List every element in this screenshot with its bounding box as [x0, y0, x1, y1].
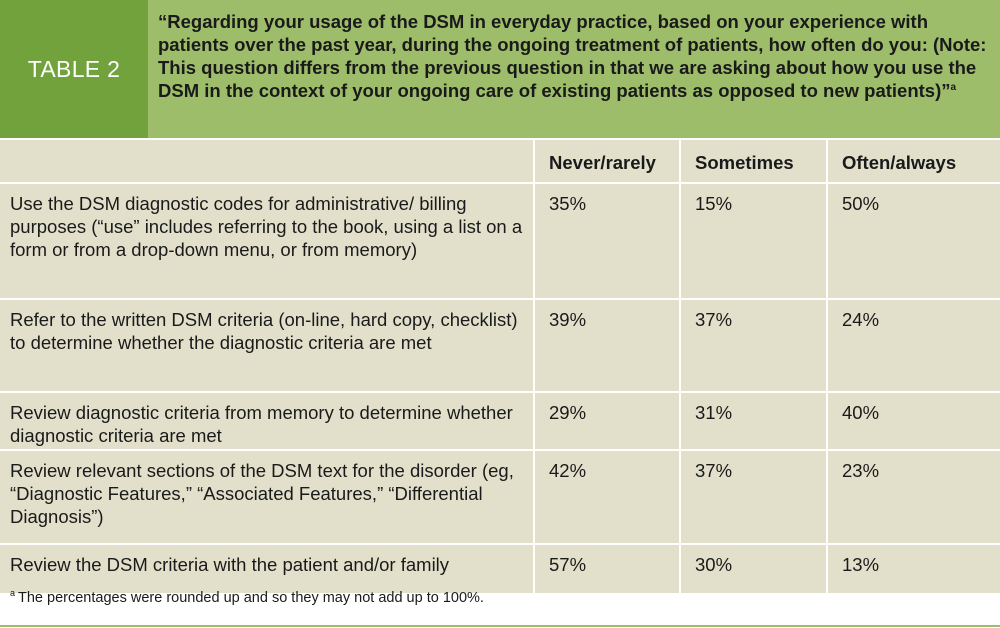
table-header — [0, 0, 1000, 138]
never-rarely-value: 42% — [534, 450, 680, 544]
footnote-marker: a — [10, 588, 16, 599]
never-rarely-value: 35% — [534, 183, 680, 299]
often-always-value: 24% — [827, 299, 1000, 392]
sometimes-value: 37% — [680, 299, 827, 392]
often-always-value: 23% — [827, 450, 1000, 544]
table-label: TABLE 2 — [27, 55, 121, 82]
column-header-often-always: Often/always — [827, 139, 1000, 183]
survey-table — [0, 138, 1000, 595]
sometimes-value: 15% — [680, 183, 827, 299]
footnote — [10, 590, 484, 606]
often-always-value: 13% — [827, 544, 1000, 594]
row-item: Review the DSM criteria with the patient and/or family — [0, 544, 534, 594]
question-footnote-marker: a — [950, 81, 957, 93]
row-item: Review relevant sections of the DSM text for the disorder (eg, “Diagnostic Features,” “Associated Features,” “Differential Diagnosis”) — [0, 450, 534, 544]
table-row — [0, 544, 1000, 594]
bottom-divider — [0, 625, 1000, 627]
question-text: “Regarding your usage of the DSM in everyday practice, based on your experience with patients over the past year, during the ongoing treatment of patients, how often do you: (Note: This question differs from the previous question in that we are asking about how you use the DSM in the context of your ongoing care of existing patients as opposed to new patients)”$^a$ — [158, 11, 987, 101]
table-row — [0, 183, 1000, 299]
column-header-never-rarely: Never/rarely — [534, 139, 680, 183]
often-always-value: 40% — [827, 392, 1000, 450]
sometimes-value: 31% — [680, 392, 827, 450]
never-rarely-value: 57% — [534, 544, 680, 594]
sometimes-value: 30% — [680, 544, 827, 594]
column-header-sometimes: Sometimes — [680, 139, 827, 183]
table-row — [0, 299, 1000, 392]
often-always-value: 50% — [827, 183, 1000, 299]
table-label-box — [0, 0, 148, 138]
table-row — [0, 392, 1000, 450]
table-row — [0, 450, 1000, 544]
column-header-row — [0, 139, 1000, 183]
sometimes-value: 37% — [680, 450, 827, 544]
never-rarely-value: 39% — [534, 299, 680, 392]
row-item: Review diagnostic criteria from memory to determine whether diagnostic criteria are met — [0, 392, 534, 450]
column-header-item — [0, 139, 534, 183]
footnote-text: The percentages were rounded up and so they may not add up to 100%. — [18, 590, 484, 606]
never-rarely-value: 29% — [534, 392, 680, 450]
row-item: Refer to the written DSM criteria (on-line, hard copy, checklist) to determine whether the diagnostic criteria are met — [0, 299, 534, 392]
question-box — [148, 0, 1000, 138]
row-item: Use the DSM diagnostic codes for administrative/ billing purposes (“use” includes referring to the book, using a list on a form or from a drop-down menu, or from memory) — [0, 183, 534, 299]
